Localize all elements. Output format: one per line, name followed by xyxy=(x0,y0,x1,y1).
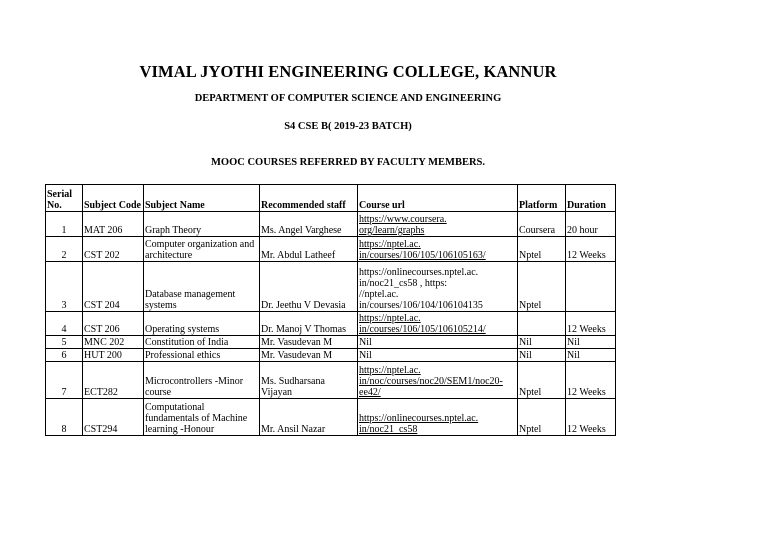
subject-name-cell-text: Computational fundamentals of Machine learning -Honour xyxy=(145,402,248,435)
subject-code-cell-text: CST 204 xyxy=(84,300,120,311)
header-serial: Serial No. xyxy=(46,185,83,212)
header-duration: Duration xyxy=(566,185,616,212)
platform-cell xyxy=(518,399,566,436)
subject-code-cell-text: ECT282 xyxy=(84,387,118,398)
duration-cell xyxy=(566,237,616,262)
table-row xyxy=(46,399,616,436)
course-url-link[interactable]: https://onlinecourses.nptel.ac. in/noc21_cs58 xyxy=(359,413,479,435)
platform-cell-text: Nptel xyxy=(519,300,542,311)
duration-cell xyxy=(566,312,616,336)
staff-cell-text: Ms. Angel Varghese xyxy=(261,225,342,236)
serial-cell-text: 4 xyxy=(61,324,67,335)
subject-code-cell xyxy=(83,312,144,336)
serial-cell xyxy=(46,336,83,349)
staff-cell-text: Mr. Vasudevan M xyxy=(261,337,333,348)
platform-cell xyxy=(518,362,566,399)
duration-cell xyxy=(566,212,616,237)
staff-cell xyxy=(260,237,358,262)
subject-name-cell-text: Operating systems xyxy=(145,324,220,335)
serial-cell-text: 8 xyxy=(61,424,67,435)
staff-cell-text: Dr. Manoj V Thomas xyxy=(261,324,347,335)
subject-code-cell-text: CST 206 xyxy=(84,324,120,335)
staff-cell xyxy=(260,336,358,349)
header-url: Course url xyxy=(358,185,518,212)
table-row xyxy=(46,212,616,237)
subject-name-cell-text: Computer organization and architecture xyxy=(145,239,255,261)
subject-code-cell xyxy=(83,362,144,399)
subject-code-cell-text: MNC 202 xyxy=(84,337,125,348)
header-staff: Recommended staff xyxy=(260,185,358,212)
table-row xyxy=(46,362,616,399)
duration-cell xyxy=(566,349,616,362)
platform-cell xyxy=(518,262,566,312)
subject-name-cell xyxy=(144,362,260,399)
subject-name-cell xyxy=(144,212,260,237)
subject-code-cell xyxy=(83,262,144,312)
course-url-cell-text: Nil xyxy=(359,337,372,348)
course-url-cell xyxy=(358,312,518,336)
batch-heading: S4 CSE B( 2019-23 BATCH) xyxy=(284,121,412,132)
staff-cell-text: Mr. Vasudevan M xyxy=(261,350,333,361)
serial-cell xyxy=(46,362,83,399)
platform-cell-text: Nptel xyxy=(519,250,542,261)
table-row xyxy=(46,262,616,312)
duration-cell-text: Nil xyxy=(567,337,580,348)
platform-cell xyxy=(518,336,566,349)
platform-cell xyxy=(518,349,566,362)
course-url-cell-text: https://onlinecourses.nptel.ac. in/noc21_cs58 , https: //nptel.ac. in/courses/106/104/106104135 xyxy=(359,267,483,311)
subject-code-cell xyxy=(83,399,144,436)
staff-cell xyxy=(260,362,358,399)
table-row xyxy=(46,336,616,349)
subject-name-cell-text: Microcontrollers -Minor course xyxy=(145,376,244,398)
serial-cell xyxy=(46,349,83,362)
subject-name-cell xyxy=(144,349,260,362)
platform-cell-text: Coursera xyxy=(519,225,556,236)
header-name: Subject Name xyxy=(144,185,260,212)
subject-name-cell xyxy=(144,336,260,349)
header-code: Subject Code xyxy=(83,185,144,212)
course-url-cell xyxy=(358,237,518,262)
table-row xyxy=(46,349,616,362)
platform-cell-text: Nptel xyxy=(519,387,542,398)
serial-cell-text: 7 xyxy=(61,387,67,398)
table-row xyxy=(46,237,616,262)
staff-cell xyxy=(260,312,358,336)
table-header-row xyxy=(46,185,616,212)
duration-cell-text: 12 Weeks xyxy=(567,387,606,398)
duration-cell xyxy=(566,262,616,312)
course-url-cell xyxy=(358,336,518,349)
duration-cell-text: 12 Weeks xyxy=(567,424,606,435)
serial-cell-text: 6 xyxy=(61,350,67,361)
duration-cell xyxy=(566,362,616,399)
subject-name-cell xyxy=(144,312,260,336)
staff-cell xyxy=(260,262,358,312)
duration-cell-text: Nil xyxy=(567,350,580,361)
subject-code-cell-text: CST294 xyxy=(84,424,118,435)
subject-name-cell-text: Database management systems xyxy=(145,289,236,311)
serial-cell-text: 5 xyxy=(61,337,67,348)
course-url-cell xyxy=(358,362,518,399)
serial-cell-text: 1 xyxy=(61,225,67,236)
subject-code-cell-text: MAT 206 xyxy=(84,225,123,236)
staff-cell xyxy=(260,212,358,237)
duration-cell xyxy=(566,399,616,436)
course-url-cell xyxy=(358,262,518,312)
serial-cell-text: 3 xyxy=(61,300,67,311)
subject-code-cell xyxy=(83,212,144,237)
staff-cell-text: Ms. Sudharsana Vijayan xyxy=(261,376,325,398)
duration-cell-text: 20 hour xyxy=(567,225,598,236)
course-url-cell-text: Nil xyxy=(359,350,372,361)
subject-name-cell xyxy=(144,262,260,312)
subject-code-cell xyxy=(83,336,144,349)
serial-cell xyxy=(46,399,83,436)
staff-cell-text: Mr. Abdul Latheef xyxy=(261,250,336,261)
platform-cell xyxy=(518,312,566,336)
serial-cell xyxy=(46,237,83,262)
course-url-cell xyxy=(358,212,518,237)
duration-cell-text: 12 Weeks xyxy=(567,324,606,335)
platform-cell-text: Nil xyxy=(519,337,532,348)
subject-name-cell-text: Graph Theory xyxy=(145,225,202,236)
mooc-courses-table xyxy=(45,184,616,436)
duration-cell xyxy=(566,336,616,349)
subject-code-cell xyxy=(83,237,144,262)
staff-cell xyxy=(260,399,358,436)
college-title: VIMAL JYOTHI ENGINEERING COLLEGE, KANNUR xyxy=(139,62,557,81)
serial-cell xyxy=(46,262,83,312)
staff-cell-text: Mr. Ansil Nazar xyxy=(261,424,326,435)
course-url-link[interactable]: https://nptel.ac. in/noc/courses/noc20/SEM1/noc20- ee42/ xyxy=(359,365,503,398)
department-heading: DEPARTMENT OF COMPUTER SCIENCE AND ENGINEERING xyxy=(194,93,502,104)
staff-cell-text: Dr. Jeethu V Devasia xyxy=(261,300,346,311)
table-caption: MOOC COURSES REFERRED BY FACULTY MEMBERS. xyxy=(211,157,485,168)
serial-cell-text: 2 xyxy=(61,250,67,261)
subject-code-cell xyxy=(83,349,144,362)
staff-cell xyxy=(260,349,358,362)
subject-name-cell-text: Professional ethics xyxy=(145,350,221,361)
subject-name-cell xyxy=(144,399,260,436)
subject-name-cell xyxy=(144,237,260,262)
table-row xyxy=(46,312,616,336)
platform-cell-text: Nptel xyxy=(519,424,542,435)
platform-cell-text: Nil xyxy=(519,350,532,361)
duration-cell-text: 12 Weeks xyxy=(567,250,606,261)
subject-name-cell-text: Constitution of India xyxy=(145,337,229,348)
course-url-link[interactable]: https://www.coursera. org/learn/graphs xyxy=(359,214,447,236)
course-url-cell xyxy=(358,399,518,436)
serial-cell xyxy=(46,312,83,336)
subject-code-cell-text: HUT 200 xyxy=(84,350,122,361)
subject-code-cell-text: CST 202 xyxy=(84,250,120,261)
platform-cell xyxy=(518,237,566,262)
course-url-cell xyxy=(358,349,518,362)
serial-cell xyxy=(46,212,83,237)
course-url-link[interactable]: https://nptel.ac. in/courses/106/105/106105163/ xyxy=(359,239,486,261)
header-platform: Platform xyxy=(518,185,566,212)
course-url-link[interactable]: https://nptel.ac. in/courses/106/105/106105214/ xyxy=(359,313,486,335)
platform-cell xyxy=(518,212,566,237)
